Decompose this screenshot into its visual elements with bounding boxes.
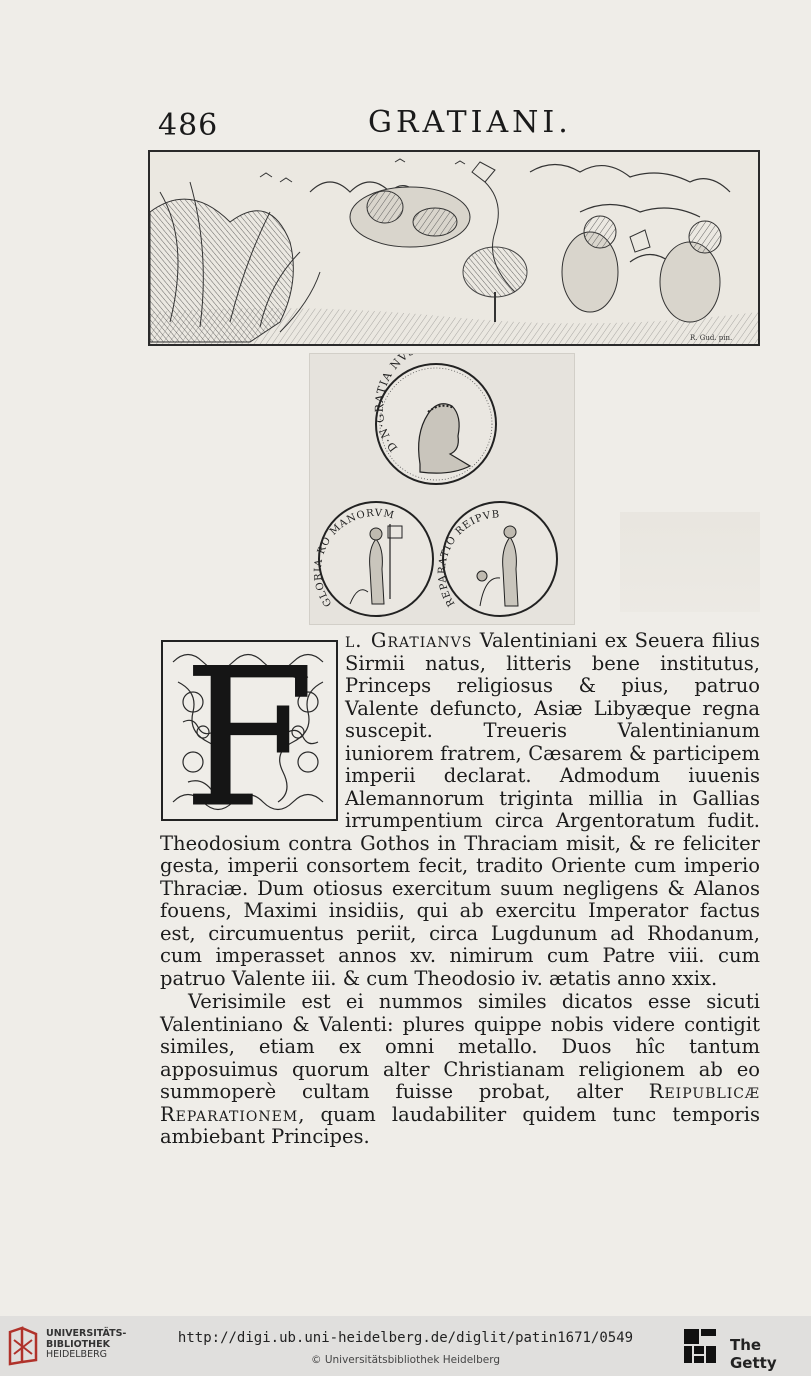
reverse2-legend: REPARATIO REIPVB <box>436 509 501 609</box>
engraver-signature: R. Gud. pin. <box>690 334 733 342</box>
paragraph-coins-text: Verisimile est ei nummos similes dicatos esse sicuti Valentiniano & Valenti: plures quippe nobis videre contigit similes, etiam ex omni metallo. Duos hîc tantum apposuimus quorum alter Christianam religionem ab eo summoperè cultam fuisse probat, alter <box>160 990 760 1103</box>
putti-kites-illustration <box>150 152 758 344</box>
viewer-footer <box>0 1316 811 1376</box>
initial-letter: F <box>183 642 315 819</box>
getty-logo-icon[interactable] <box>682 1327 718 1365</box>
body-text <box>160 630 760 1149</box>
running-head: GRATIANI. <box>368 105 572 140</box>
paragraph-coins <box>160 991 760 1149</box>
coin-plate <box>309 353 575 625</box>
permalink-url[interactable]: http://digi.ub.uni-heidelberg.de/diglit/patin1671/0549 <box>177 1330 634 1346</box>
headpiece-engraving <box>148 150 760 346</box>
show-through-blotch <box>620 512 760 612</box>
paragraph-coins-end: , quam laudabiliter quidem tunc temporis ambiebant Principes. <box>160 1102 760 1148</box>
obverse-legend: D·N·GRATIA NV <box>372 354 412 455</box>
coins-illustration <box>310 354 574 624</box>
uni-line-3: HEIDELBERG <box>46 1349 108 1360</box>
page-number: 486 <box>158 108 219 143</box>
reparationem-smallcaps: Reparationem <box>160 1102 299 1126</box>
copyright-notice: © Universitätsbibliothek Heidelberg <box>310 1354 500 1366</box>
reverse-coin-reparatio <box>437 502 557 616</box>
uni-line-2: BIBLIOTHEK <box>46 1338 110 1350</box>
uni-line-1: UNIVERSITÄTS- <box>46 1328 127 1339</box>
reverse1-legend: GLORIA RO MANORVM <box>312 507 396 609</box>
paragraph-biography-text: Valentiniani ex Seuera filius Sirmii natus, litteris bene institutus, Princeps religiosus & pius, patruo Valente defuncto, Asiæ Libyæque regna suscepit. Treueris Valentinianum iuniorem fratrem, Cæsarem & participem imperii declarat. Admodum iuuenis Alemannorum triginta millia in Gallias irrumpentium circa Argentoratum fudit. Theodosium contra Gothos in Thraciam misit, & re feliciter gesta, imperii consortem fecit, tradito Oriente cum imperio Thraciæ. Dum otiosus exercitum suum negligens & Alanos fouens, Maximi insidiis, qui ab exercitu Imperator factus est, circumuentus periit, circa Lugdunum ad Rhodanum, cum imperasset annos xv. nimirum cum Patre viii. cum patruo Valente iii. & cum Theodosio iv. ætatis anno xxix. <box>160 629 760 990</box>
getty-name[interactable]: The Getty <box>730 1336 777 1372</box>
name-smallcaps: l. Gratianvs <box>345 629 473 652</box>
reipublicae-smallcaps: Reipublicæ <box>648 1080 761 1103</box>
reverse-coin-gloria <box>313 502 433 616</box>
obverse-coin <box>373 354 496 484</box>
